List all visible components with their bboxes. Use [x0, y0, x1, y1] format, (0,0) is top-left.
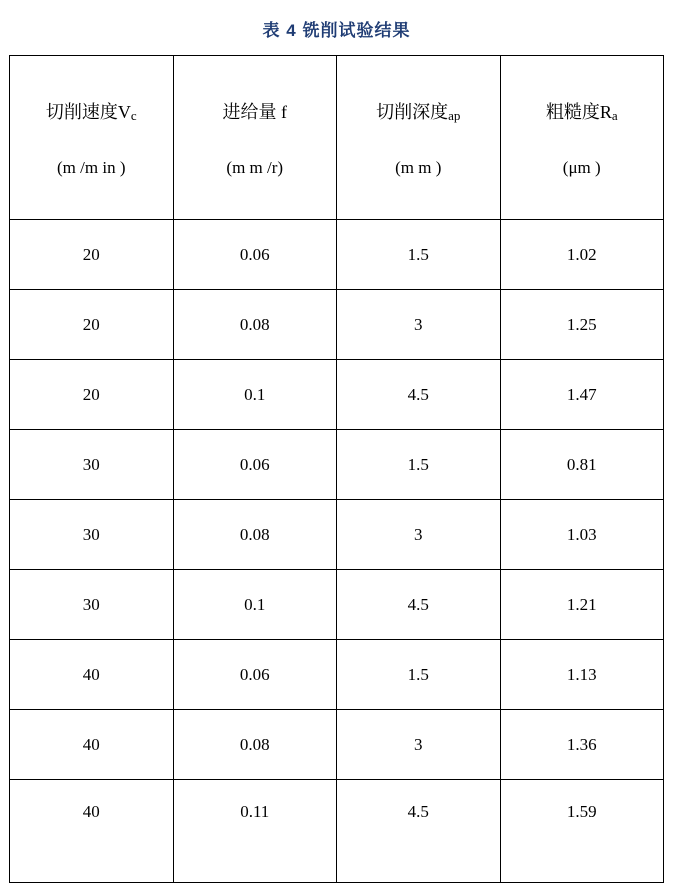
- table-row: [10, 220, 664, 290]
- column-header-cutting-speed-title: 切削速度V: [45, 101, 131, 122]
- milling-test-results-table: [9, 55, 664, 883]
- cell-cutting-speed: 30: [10, 430, 174, 500]
- table-row: [10, 290, 664, 360]
- cell-cutting-depth: 3: [337, 710, 501, 780]
- table-body: [10, 220, 664, 883]
- cell-cutting-depth: 4.5: [337, 360, 501, 430]
- cell-cutting-depth: 3: [337, 290, 501, 360]
- cell-cutting-depth: 3: [337, 500, 501, 570]
- table-row: [10, 780, 664, 883]
- column-header-cutting-depth-subscript: ap: [448, 107, 461, 123]
- column-header-cutting-speed: [10, 56, 174, 220]
- table-header-row: [10, 56, 664, 220]
- cell-roughness: 1.03: [500, 500, 664, 570]
- column-header-feed-rate-title: 进给量 f: [222, 101, 287, 122]
- cell-feed-rate: 0.08: [173, 710, 337, 780]
- cell-roughness: 1.13: [500, 640, 664, 710]
- column-header-roughness-subscript: a: [611, 107, 618, 123]
- cell-feed-rate: 0.1: [173, 360, 337, 430]
- table-header: [10, 56, 664, 220]
- cell-roughness: 1.21: [500, 570, 664, 640]
- column-header-roughness: [500, 56, 664, 220]
- cell-feed-rate: 0.08: [173, 500, 337, 570]
- cell-feed-rate: 0.11: [173, 780, 337, 883]
- cell-roughness: 1.59: [500, 780, 664, 883]
- cell-roughness: 0.81: [500, 430, 664, 500]
- cell-feed-rate: 0.06: [173, 220, 337, 290]
- cell-cutting-speed: 40: [10, 780, 174, 883]
- table-row: [10, 640, 664, 710]
- column-header-roughness-title: 粗糙度R: [545, 101, 612, 122]
- column-header-cutting-speed-unit: (m /m in ): [57, 157, 126, 177]
- cell-cutting-speed: 40: [10, 710, 174, 780]
- column-header-cutting-speed-subscript: c: [130, 107, 137, 123]
- cell-feed-rate: 0.1: [173, 570, 337, 640]
- cell-cutting-speed: 20: [10, 220, 174, 290]
- column-header-feed-rate-unit: (m m /r): [226, 157, 284, 177]
- cell-cutting-speed: 20: [10, 360, 174, 430]
- cell-cutting-depth: 1.5: [337, 430, 501, 500]
- column-header-cutting-depth-unit: (m m ): [395, 157, 442, 177]
- table-row: [10, 360, 664, 430]
- cell-cutting-speed: 30: [10, 570, 174, 640]
- column-header-cutting-depth-title: 切削深度: [376, 101, 449, 122]
- table-row: [10, 500, 664, 570]
- cell-cutting-depth: 1.5: [337, 640, 501, 710]
- table-caption: 表 4 铣削试验结果: [262, 21, 411, 40]
- cell-cutting-depth: 1.5: [337, 220, 501, 290]
- cell-cutting-speed: 20: [10, 290, 174, 360]
- column-header-feed-rate: [173, 56, 337, 220]
- cell-cutting-speed: 30: [10, 500, 174, 570]
- cell-feed-rate: 0.06: [173, 430, 337, 500]
- cell-roughness: 1.02: [500, 220, 664, 290]
- table-row: [10, 710, 664, 780]
- cell-cutting-speed: 40: [10, 640, 174, 710]
- table-row: [10, 430, 664, 500]
- cell-roughness: 1.36: [500, 710, 664, 780]
- column-header-roughness-unit: (μm ): [562, 157, 601, 177]
- column-header-cutting-depth: [337, 56, 501, 220]
- cell-feed-rate: 0.06: [173, 640, 337, 710]
- cell-roughness: 1.25: [500, 290, 664, 360]
- table-row: [10, 570, 664, 640]
- cell-feed-rate: 0.08: [173, 290, 337, 360]
- cell-cutting-depth: 4.5: [337, 570, 501, 640]
- cell-roughness: 1.47: [500, 360, 664, 430]
- cell-cutting-depth: 4.5: [337, 780, 501, 883]
